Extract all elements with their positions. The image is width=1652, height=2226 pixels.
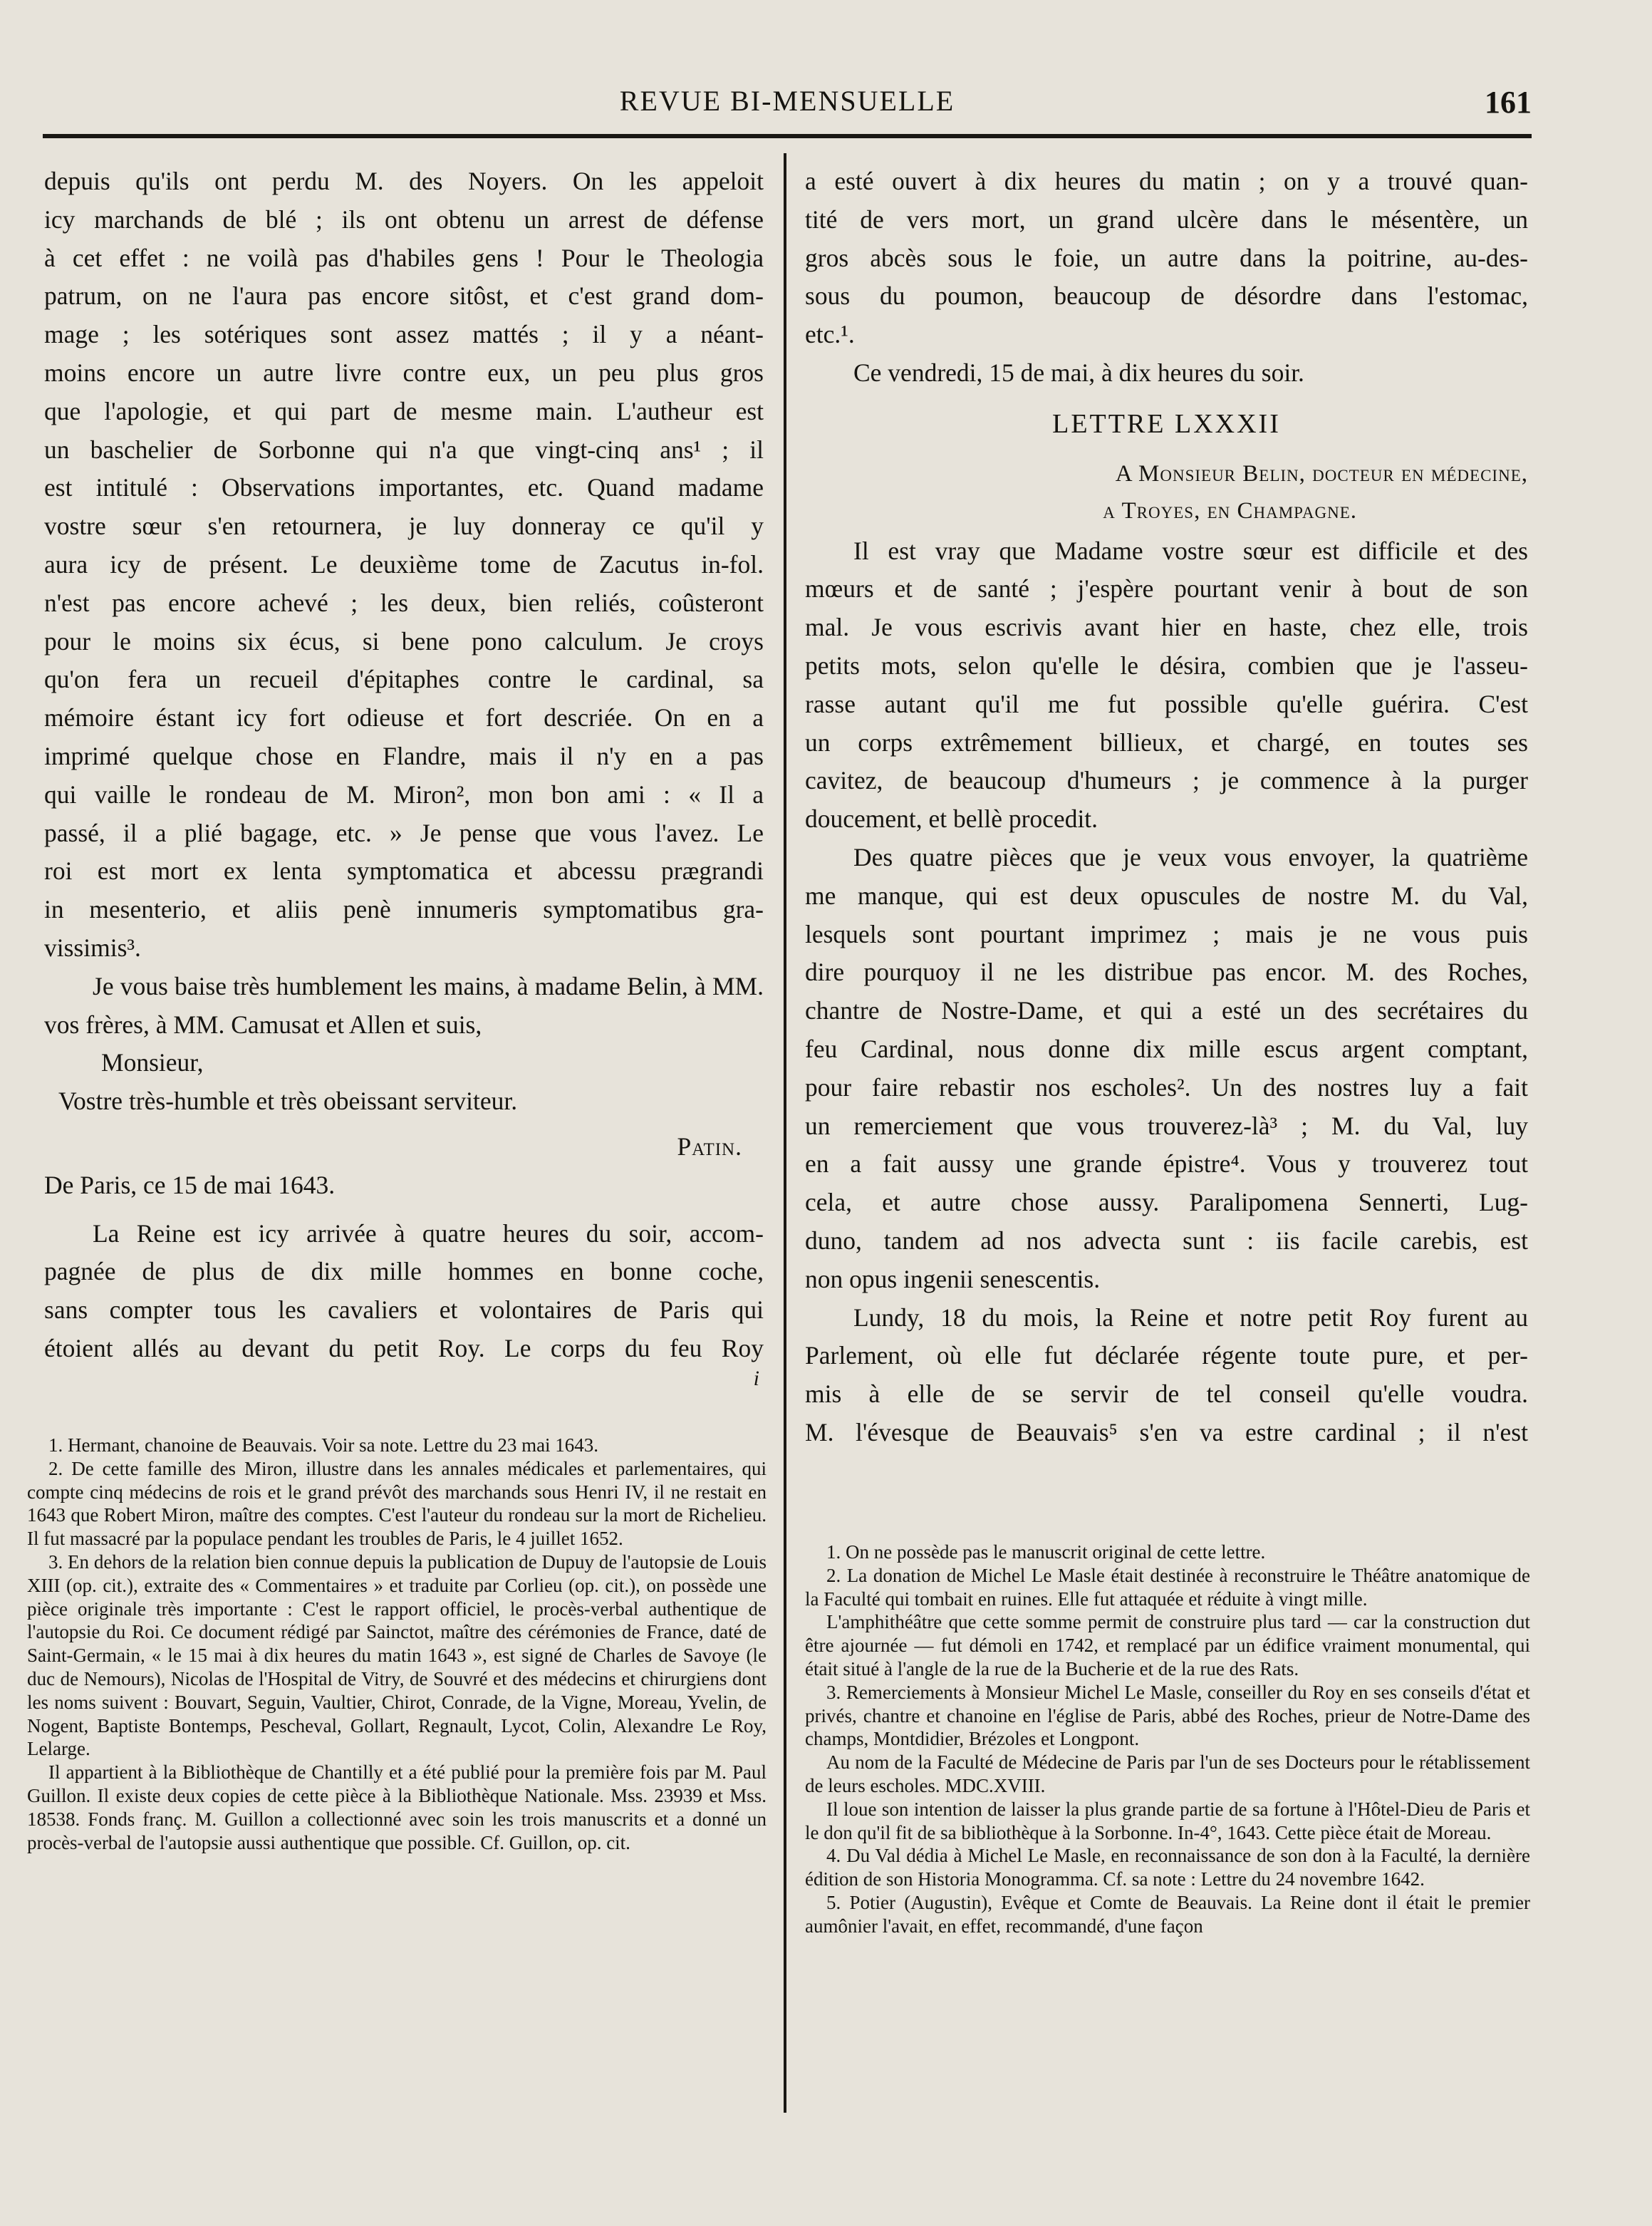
text-line: rasse autant qu'il me fut possible qu'elle guérira. C'est <box>805 689 1528 718</box>
text-line: patrum, on ne l'aura pas encore sitôst, et c'est grand dom- <box>44 281 764 311</box>
text-line: vissimis³. <box>44 933 141 962</box>
text-line: depuis qu'ils ont perdu M. des Noyers. On les appeloit <box>44 167 764 195</box>
text-line: sans compter tous les cavaliers et volontaires de Paris qui <box>44 1295 764 1325</box>
footnote: Au nom de la Faculté de Médecine de Paris par l'un de ses Docteurs pour le rétablissement de leurs escholes. MDC.XVIII. <box>805 1751 1530 1796</box>
footnote: L'amphithéâtre que cette somme permit de construire plus tard — car la construction dut être ajournée — fut démoli en 1742, et remplacé par un édifice vraiment monumental, qui était situé à l'angle de la rue de la Bucherie et de la rue des Rats. <box>805 1611 1530 1679</box>
text-line: mage ; les sotériques sont assez mattés ; il y a néant- <box>44 320 764 349</box>
text-line: a esté ouvert à dix heures du matin ; on y a trouvé quan- <box>805 167 1528 195</box>
text-line: dire pourquoy il ne les distribue pas encor. M. des Roches, <box>805 958 1528 987</box>
text-line: passé, il a plié bagage, etc. » Je pense que vous l'avez. Le <box>44 818 764 847</box>
date-line: Ce vendredi, 15 de mai, à dix heures du soir. <box>853 358 1304 387</box>
text-line: que l'apologie, et qui part de mesme main. L'autheur est <box>44 396 764 425</box>
closing-formula: Je vous baise très humblement les mains, à madame Belin, à MM. vos frères, à MM. Camusat et Allen et suis, <box>44 971 764 1039</box>
text-line: tité de vers mort, un grand ulcère dans le mésentère, un <box>805 205 1528 234</box>
text-line: icy marchands de blé ; ils ont obtenu un arrest de défense <box>44 205 764 234</box>
salutation: Monsieur, <box>101 1048 204 1077</box>
text-line: M. l'évesque de Beauvais⁵ s'en va estre cardinal ; il n'est <box>805 1417 1528 1446</box>
footnote: 2. De cette famille des Miron, illustre dans les annales médicales et parlementaires, qui compte cinq médecins de rois et le grand prévôt des marchands sous Henri IV, il ne restait en 1643 que Robert Miron, maître des comptes. C'est l'auteur du rondeau sur la mort de Richelieu. Il fut massacré par la populace pendant les troubles de Paris, le 4 juillet 1652. <box>27 1457 767 1550</box>
text-line: Des quatre pièces que je veux vous envoyer, la quatrième <box>853 842 1528 871</box>
footnote: 4. Du Val dédia à Michel Le Masle, en reconnaissance de son don à la Faculté, la dernière édition de son Historia Monogramma. Cf. sa note : Lettre du 24 novembre 1642. <box>805 1845 1530 1890</box>
footnote: 3. Remerciements à Monsieur Michel Le Masle, conseiller du Roy en ses conseils d'état et privés, chantre et chanoine en l'église de Paris, abbé des Roches, prieur de Notre-Dame des champs, Montdidier, Brézoles et Longpont. <box>805 1681 1530 1750</box>
text-line: roi est mort ex lenta symptomatica et abcessu prægrandi <box>44 856 764 886</box>
text-line: mis à elle de se servir de tel conseil qu'elle voudra. <box>805 1379 1528 1409</box>
postscript <box>44 1215 764 1368</box>
text-line: chantre de Nostre-Dame, et qui a esté un des secrétaires du <box>805 996 1528 1025</box>
paragraph-2 <box>805 839 1528 1299</box>
footnote: 2. La donation de Michel Le Masle était destinée à reconstruire le Théâtre anatomique de la Faculté qui tombait en ruines. Elle fut attaquée et réduite à vingt mille. <box>805 1564 1530 1610</box>
text-line: gros abcès sous le foie, un autre dans la poitrine, au-des- <box>805 243 1528 272</box>
journal-title: REVUE BI-MENSUELLE <box>619 85 955 117</box>
page-number: 161 <box>1485 85 1532 120</box>
addressee-line-1: A Monsieur Belin, docteur en médecine, <box>1115 460 1528 487</box>
text-line: mémoire éstant icy fort odieuse et fort descriée. On en a <box>44 703 764 732</box>
footnote: 5. Potier (Augustin), Evêque et Comte de Beauvais. La Reine dont il était le premier aumônier l'avait, en effet, recommandé, d'une façon <box>805 1891 1530 1937</box>
letter-title: LETTRE LXXXII <box>1052 408 1281 439</box>
text-line: cavitez, de beaucoup d'humeurs ; je commence à la purger <box>805 766 1528 795</box>
text-line: me manque, qui est deux opuscules de nostre M. du Val, <box>805 881 1528 910</box>
text-line: mœurs et de santé ; j'espère pourtant venir à bout de son <box>805 574 1528 604</box>
text-line: pagnée de plus de dix mille hommes en bonne coche, <box>44 1257 764 1286</box>
text-line: etc.¹. <box>805 320 855 349</box>
text-line: à cet effet : ne voilà pas d'habiles gens ! Pour le Theologia <box>44 243 764 272</box>
right-column <box>805 162 1528 1452</box>
left-column <box>44 162 764 1389</box>
text-line: pour faire rebastir nos escholes². Un des nostres luy a fait <box>805 1072 1528 1102</box>
left-footnotes <box>27 1434 767 1854</box>
dateline: De Paris, ce 15 de mai 1643. <box>44 1170 336 1199</box>
text-line: qui vaille le rondeau de M. Miron², mon bon ami : « Il a <box>44 780 764 809</box>
text-line: feu Cardinal, nous donne dix mille escus argent comptant, <box>805 1034 1528 1063</box>
text-line: sous du poumon, beaucoup de désordre dans l'estomac, <box>805 281 1528 311</box>
text-line: un corps extrêmement billieux, et chargé, en toutes ses <box>805 728 1528 757</box>
text-line: aura icy de présent. Le deuxième tome de Zacutus in-fol. <box>44 549 764 579</box>
footnote: Il loue son intention de laisser la plus grande partie de sa fortune à l'Hôtel-Dieu de Paris et le don qu'il fit de sa bibliothèque à la Sorbonne. In-4°, 1643. Cette pièce était de Moreau. <box>805 1798 1530 1843</box>
paragraph-3 <box>805 1299 1528 1452</box>
text-line: en a fait aussy une grande épistre⁴. Vous y trouverez tout <box>805 1149 1528 1179</box>
text-line: étoient allés au devant du petit Roy. Le corps du feu Roy <box>44 1333 764 1362</box>
text-line: lesquels sont pourtant imprimez ; mais je ne vous puis <box>805 919 1528 948</box>
text-line: moins encore un autre livre contre eux, un peu plus gros <box>44 358 764 387</box>
text-line: vostre sœur s'en retournera, je luy donneray ce qu'il y <box>44 512 764 541</box>
text-line: est intitulé : Observations importantes, etc. Quand madame <box>44 473 764 502</box>
text-line: n'est pas encore achevé ; les deux, bien reliés, coûsteront <box>44 588 764 617</box>
left-letter-body <box>44 162 764 968</box>
servant-line: Vostre très-humble et très obeissant serviteur. <box>58 1087 518 1116</box>
text-line: Il est vray que Madame vostre sœur est difficile et des <box>853 536 1528 565</box>
text-line: in mesenterio, et aliis penè innumeris symptomatibus gra- <box>44 895 764 924</box>
header-rule <box>43 134 1532 138</box>
text-line: Lundy, 18 du mois, la Reine et notre petit Roy furent au <box>853 1303 1528 1332</box>
text-line: cela, et autre chose aussy. Paralipomena Sennerti, Lug- <box>805 1188 1528 1217</box>
addressee-line-2: a Troyes, en Champagne. <box>1103 497 1357 524</box>
text-line: pour le moins six écus, si bene pono calculum. Je croys <box>44 626 764 656</box>
text-line: duno, tandem ad nos advecta sunt : iis facile carebis, est <box>805 1226 1528 1255</box>
text-line: Parlement, où elle fut déclarée régente toute pure, et per- <box>805 1341 1528 1370</box>
text-line: qu'on fera un recueil d'épitaphes contre le cardinal, sa <box>44 665 764 694</box>
paragraph-1 <box>805 532 1528 839</box>
footnote: 1. On ne possède pas le manuscrit original de cette lettre. <box>826 1541 1266 1563</box>
right-footnotes <box>805 1541 1530 1938</box>
text-line: mal. Je vous escrivis avant hier en haste, chez elle, trois <box>805 613 1528 642</box>
text-line: doucement, et bellè procedit. <box>805 804 1098 834</box>
text-line: un baschelier de Sorbonne qui n'a que vingt-cinq ans¹ ; il <box>44 435 764 464</box>
continuation-text <box>805 162 1528 354</box>
text-line: un remerciement que vous trouverez-là³ ; M. du Val, luy <box>805 1111 1528 1140</box>
column-divider <box>784 153 786 2113</box>
text-line: petits mots, selon qu'elle le désira, combien que je l'asseu- <box>805 651 1528 680</box>
text-line: imprimé quelque chose en Flandre, mais il n'y en a pas <box>44 741 764 770</box>
footnote: 3. En dehors de la relation bien connue depuis la publication de Dupuy de l'autopsie de Louis XIII (op. cit.), extraite des « Commentaires » et traduite par Corlieu (op. cit.), on possède une pièce originale très importante : C'est le rapport officiel, le procès-verbal authentique de l'autopsie du Roi. Ce document rédigé par Sainctot, maître des cérémonies de France, daté de Saint-Germain, « le 15 mai à dix heures du matin 1643 », est signé de Charles de Savoye (le duc de Nemours), Nicolas de l'Hospital de Vitry, de Souvré et des médecins et chirurgiens dont les noms suivent : Bouvart, Seguin, Vaultier, Chirot, Conrade, de la Vigne, Moreau, Yvelin, de Nogent, Baptiste Bontemps, Pescheval, Gollart, Regnault, Lycot, Colin, Alexandre Le Roy, Lelarge. <box>27 1551 767 1760</box>
signature: Patin. <box>677 1132 742 1161</box>
text-line: non opus ingenii senescentis. <box>805 1264 1101 1293</box>
running-header <box>43 84 1532 127</box>
signature-mark: i <box>753 1366 759 1390</box>
footnote: 1. Hermant, chanoine de Beauvais. Voir sa note. Lettre du 23 mai 1643. <box>48 1434 599 1456</box>
text-line: La Reine est icy arrivée à quatre heures du soir, accom- <box>93 1218 764 1248</box>
footnote: Il appartient à la Bibliothèque de Chantilly et a été publié pour la première fois par M. Paul Guillon. Il existe deux copies de cette pièce à la Bibliothèque Nationale. Mss. 23939 et Mss. 18538. Fonds franç. M. Guillon a collectionné avec soin les trois manuscrits et a donné un procès-verbal de l'autopsie aussi authentique que possible. Cf. Guillon, op. cit. <box>27 1761 767 1853</box>
